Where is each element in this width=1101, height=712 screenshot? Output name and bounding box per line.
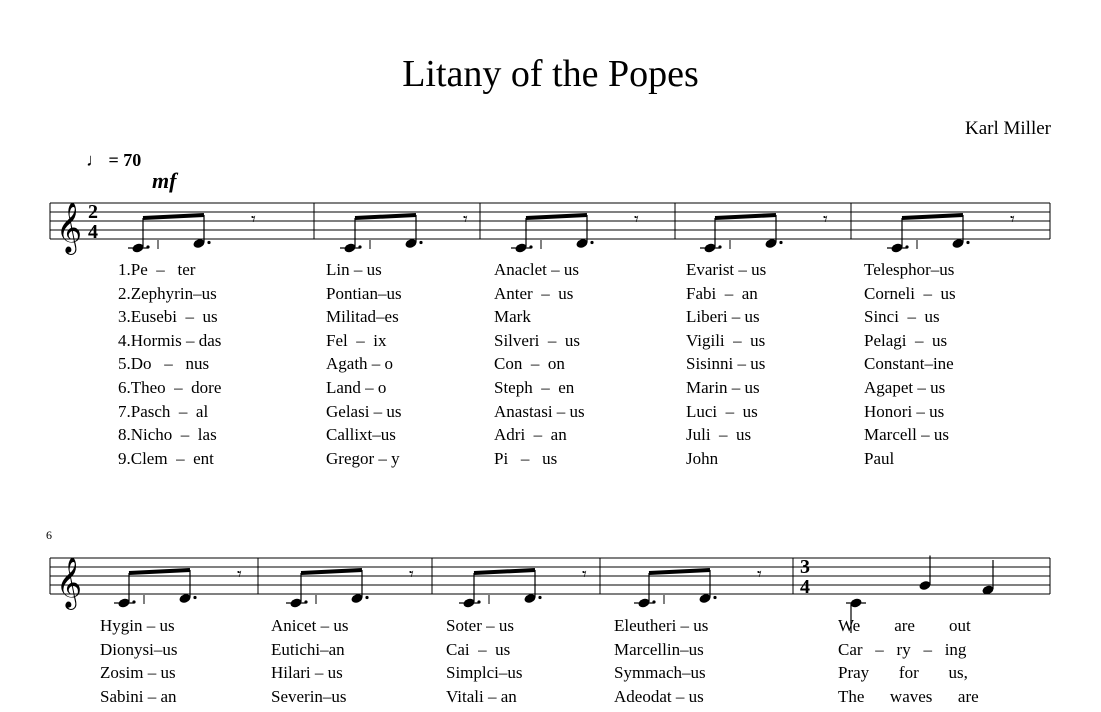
dot bbox=[590, 241, 593, 244]
lyric-syllable: Simplci–us bbox=[446, 663, 523, 683]
lyric-syllable: Vitali – an bbox=[446, 686, 517, 706]
lyric-syllable: Pontian–us bbox=[326, 283, 402, 303]
tempo-marking: ♩ = 70 bbox=[86, 150, 142, 170]
lyric-syllable: Juli – us bbox=[686, 425, 752, 445]
lyric-syllable: Marcellin–us bbox=[614, 639, 704, 659]
lyric-syllable: Cai – us bbox=[446, 639, 511, 659]
dot bbox=[718, 245, 721, 248]
dot bbox=[304, 600, 307, 603]
lyric-syllable: Dionysi–us bbox=[100, 639, 178, 659]
lyric-syllable: Sinci – us bbox=[864, 307, 940, 327]
lyric-syllable: Silveri – us bbox=[494, 330, 580, 350]
lyric-syllable: Adri – an bbox=[494, 425, 567, 445]
lyric-syllable: Sisinni – us bbox=[686, 354, 766, 374]
dot bbox=[713, 596, 716, 599]
dot bbox=[132, 600, 135, 603]
lyric-syllable: Fabi – an bbox=[686, 283, 758, 303]
lyric-syllable: Hilari – us bbox=[271, 663, 343, 683]
lyric-syllable: Car – ry – ing bbox=[838, 639, 967, 659]
lyric-syllable: Sabini – an bbox=[100, 686, 177, 706]
lyric-syllable: Adeodat – us bbox=[614, 686, 704, 706]
lyric-syllable: 1.Pe – ter bbox=[118, 260, 196, 279]
lyric-syllable: Telesphor–us bbox=[864, 260, 955, 279]
dot bbox=[966, 241, 969, 244]
eighth-rest: 𝄾 bbox=[251, 209, 256, 230]
lyric-syllable: We are out bbox=[838, 616, 971, 635]
lyric-syllable: Militad–es bbox=[326, 307, 399, 327]
lyric-syllable: Fel – ix bbox=[326, 330, 387, 350]
time-sig-num: 2 bbox=[88, 201, 98, 223]
staff-2 bbox=[50, 558, 1050, 594]
lyric-syllable: Land – o bbox=[326, 378, 387, 397]
eighth-rest: 𝄾 bbox=[409, 564, 414, 585]
lyric-syllable: 7.Pasch – al bbox=[118, 401, 209, 421]
time-sig-den: 4 bbox=[88, 221, 98, 243]
lyric-syllable: 8.Nicho – las bbox=[118, 425, 217, 445]
eighth-rest: 𝄾 bbox=[1010, 209, 1015, 230]
eighth-rest: 𝄾 bbox=[582, 564, 587, 585]
beam bbox=[902, 215, 963, 218]
lyric-syllable: 9.Clem – ent bbox=[118, 448, 214, 468]
eighth-rest: 𝄾 bbox=[634, 209, 639, 230]
treble-clef: 𝄞 bbox=[56, 557, 83, 608]
lyric-syllable: Lin – us bbox=[326, 260, 382, 279]
lyric-syllable: Callixt–us bbox=[326, 425, 396, 445]
dot bbox=[365, 596, 368, 599]
lyric-syllable: Luci – us bbox=[686, 401, 758, 421]
dot bbox=[779, 241, 782, 244]
lyric-syllable: Anter – us bbox=[494, 283, 574, 303]
measure-number: 6 bbox=[46, 528, 52, 542]
lyric-syllable: Liberi – us bbox=[686, 307, 760, 327]
time-sig-den: 4 bbox=[800, 576, 810, 598]
dot bbox=[538, 596, 541, 599]
dot bbox=[358, 245, 361, 248]
lyric-syllable: Zosim – us bbox=[100, 663, 176, 683]
dot bbox=[419, 241, 422, 244]
lyric-syllable: Gelasi – us bbox=[326, 401, 402, 421]
staff-1 bbox=[50, 203, 1050, 239]
lyric-syllable: Agapet – us bbox=[864, 378, 946, 397]
lyric-syllable: Marin – us bbox=[686, 378, 760, 397]
eighth-rest: 𝄾 bbox=[823, 209, 828, 230]
beam bbox=[301, 570, 362, 573]
lyric-syllable: Paul bbox=[864, 448, 895, 468]
notes-system-1 bbox=[128, 209, 1015, 254]
lyric-syllable: Corneli – us bbox=[864, 283, 956, 303]
eighth-rest: 𝄾 bbox=[757, 564, 762, 585]
lyric-syllable: Con – on bbox=[494, 354, 565, 374]
lyric-syllable: Pray for us, bbox=[838, 663, 968, 683]
lyric-syllable: Severin–us bbox=[271, 686, 347, 706]
lyric-syllable: 3.Eusebi – us bbox=[118, 307, 218, 327]
beam bbox=[355, 215, 416, 218]
lyric-syllable: Symmach–us bbox=[614, 663, 706, 683]
lyric-syllable: Agath – o bbox=[326, 354, 394, 374]
lyric-syllable: Anicet – us bbox=[271, 616, 349, 635]
lyric-syllable: Mark bbox=[494, 307, 531, 327]
dot bbox=[146, 245, 149, 248]
treble-clef: 𝄞 bbox=[56, 202, 83, 253]
page-title: Litany of the Popes bbox=[402, 53, 699, 95]
dot bbox=[207, 241, 210, 244]
composer: Karl Miller bbox=[964, 118, 1051, 139]
dot bbox=[652, 600, 655, 603]
beam bbox=[474, 570, 535, 573]
dynamic-marking: mf bbox=[152, 168, 177, 193]
dot bbox=[905, 245, 908, 248]
dot bbox=[193, 596, 196, 599]
lyric-syllable: Marcell – us bbox=[864, 425, 949, 445]
lyric-syllable: Constant–ine bbox=[864, 354, 954, 374]
dot bbox=[529, 245, 532, 248]
lyric-syllable: 5.Do – nus bbox=[118, 354, 210, 374]
lyric-syllable: Gregor – y bbox=[326, 448, 400, 468]
lyric-syllable: The waves are bbox=[838, 686, 979, 706]
lyric-syllable: Hygin – us bbox=[100, 616, 175, 635]
lyric-syllable: 2.Zephyrin–us bbox=[118, 283, 217, 303]
lyric-syllable: Honori – us bbox=[864, 401, 945, 421]
lyric-syllable: Soter – us bbox=[446, 616, 514, 635]
beam bbox=[649, 570, 710, 573]
beam bbox=[129, 570, 190, 573]
eighth-rest: 𝄾 bbox=[463, 209, 468, 230]
eighth-rest: 𝄾 bbox=[237, 564, 242, 585]
lyric-syllable: Pi – us bbox=[494, 448, 558, 468]
beam bbox=[715, 215, 776, 218]
dot bbox=[477, 600, 480, 603]
lyric-syllable: John bbox=[686, 448, 719, 468]
beam bbox=[526, 215, 587, 218]
lyric-syllable: Anaclet – us bbox=[494, 260, 579, 279]
lyric-syllable: Vigili – us bbox=[686, 330, 766, 350]
lyric-syllable: Evarist – us bbox=[686, 260, 767, 279]
lyric-syllable: Pelagi – us bbox=[864, 330, 948, 350]
lyric-syllable: Anastasi – us bbox=[494, 401, 585, 421]
lyric-syllable: 6.Theo – dore bbox=[118, 378, 222, 397]
lyric-syllable: Eutichi–an bbox=[271, 639, 345, 659]
lyric-syllable: Eleutheri – us bbox=[614, 616, 709, 635]
time-sig-num: 3 bbox=[800, 556, 810, 578]
lyric-syllable: Steph – en bbox=[494, 378, 575, 397]
beam bbox=[143, 215, 204, 218]
lyric-syllable: 4.Hormis – das bbox=[118, 330, 222, 350]
